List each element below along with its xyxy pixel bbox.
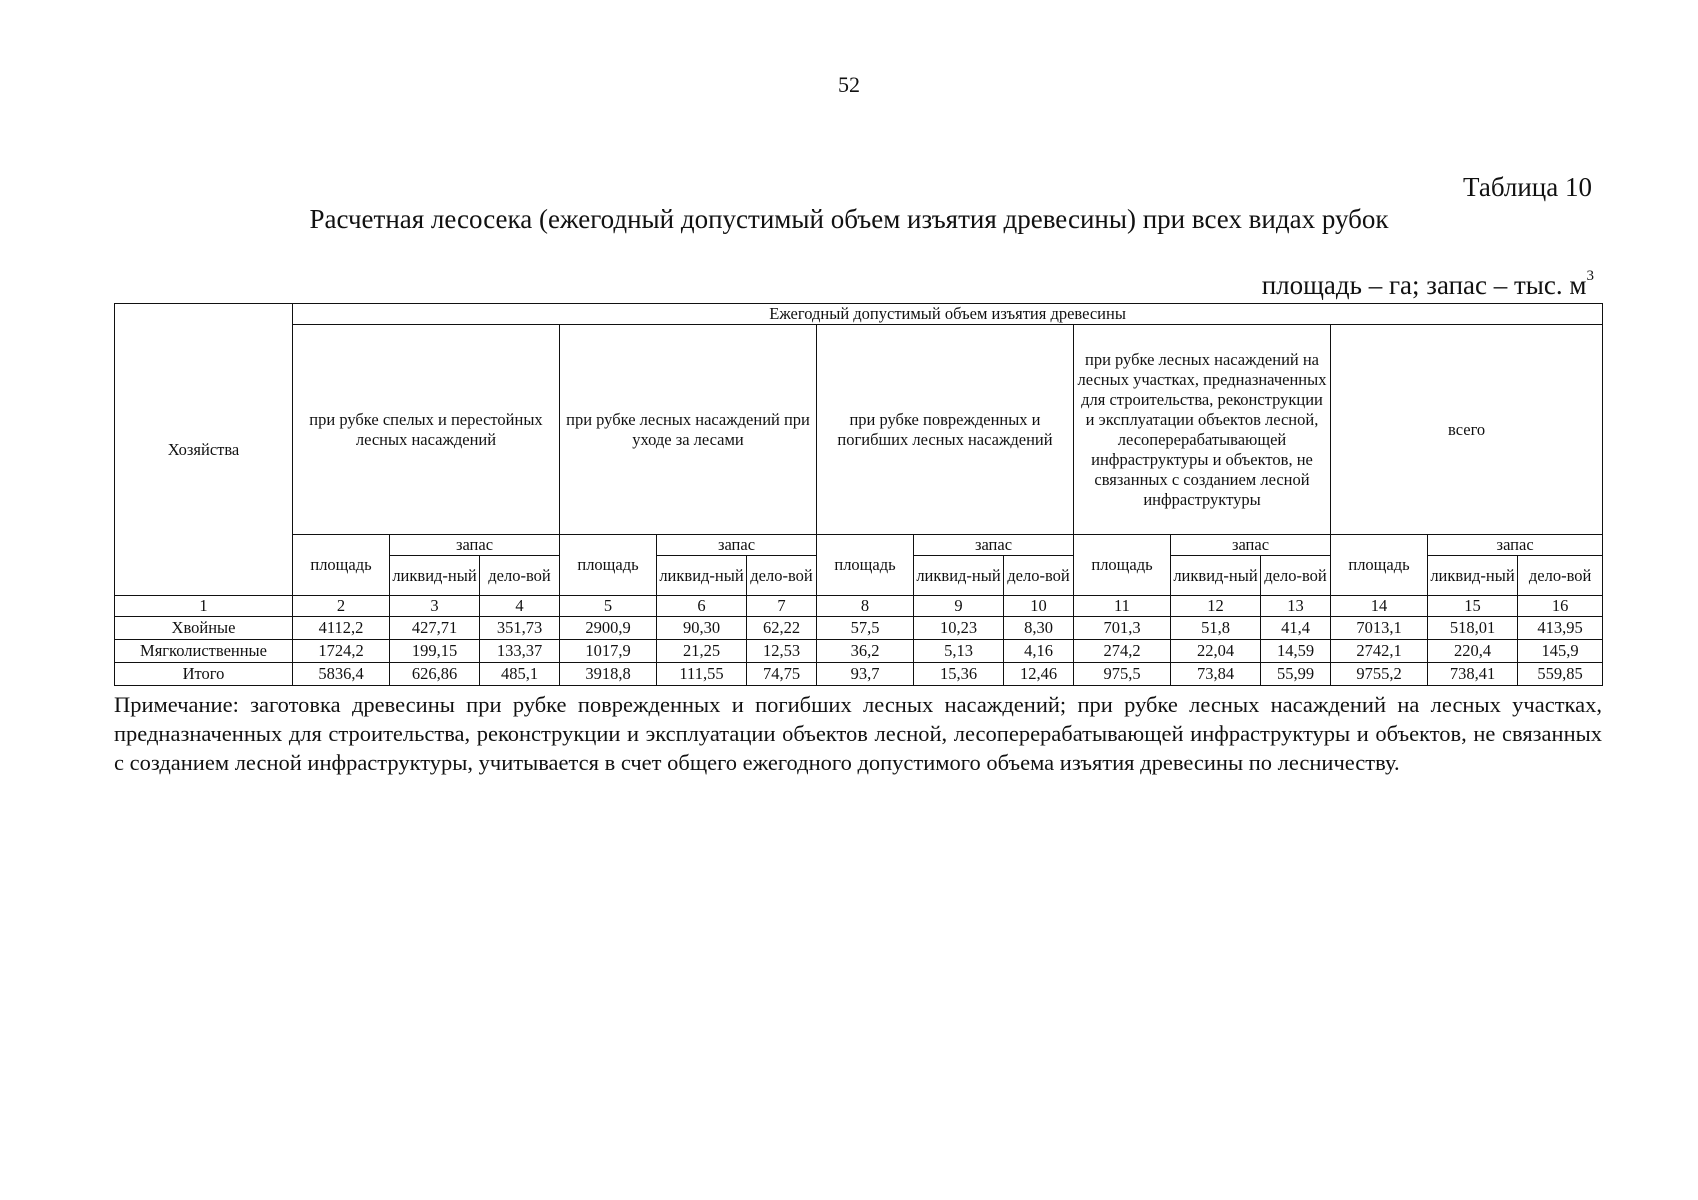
table-cell: 14,59 bbox=[1261, 640, 1331, 663]
table-cell: 4,16 bbox=[1004, 640, 1074, 663]
table-cell: 62,22 bbox=[747, 617, 817, 640]
subheader-area: площадь bbox=[1074, 535, 1171, 596]
table-cell: 145,9 bbox=[1518, 640, 1603, 663]
table-cell: 274,2 bbox=[1074, 640, 1171, 663]
column-number: 8 bbox=[817, 596, 914, 617]
table-cell: 626,86 bbox=[390, 663, 480, 686]
table-cell: 7013,1 bbox=[1331, 617, 1428, 640]
table-cell: 21,25 bbox=[657, 640, 747, 663]
allowable-cut-table bbox=[114, 303, 1603, 686]
table-cell: 133,37 bbox=[480, 640, 560, 663]
column-number: 13 bbox=[1261, 596, 1331, 617]
table-cell: 8,30 bbox=[1004, 617, 1074, 640]
subheader-business: дело-вой bbox=[1004, 556, 1074, 596]
group-damaged-felling: при рубке поврежденных и погибших лесных насаждений bbox=[817, 325, 1074, 535]
table-cell: 738,41 bbox=[1428, 663, 1518, 686]
subheader-liquid: ликвид-ный bbox=[914, 556, 1004, 596]
table-cell: 12,53 bbox=[747, 640, 817, 663]
subheader-liquid: ликвид-ный bbox=[390, 556, 480, 596]
table-cell: 351,73 bbox=[480, 617, 560, 640]
column-number: 2 bbox=[293, 596, 390, 617]
table-cell: 518,01 bbox=[1428, 617, 1518, 640]
subheader-business: дело-вой bbox=[480, 556, 560, 596]
table-cell: 2900,9 bbox=[560, 617, 657, 640]
column-number: 5 bbox=[560, 596, 657, 617]
column-number: 1 bbox=[115, 596, 293, 617]
table-cell: 199,15 bbox=[390, 640, 480, 663]
table-cell: 10,23 bbox=[914, 617, 1004, 640]
table-cell: 15,36 bbox=[914, 663, 1004, 686]
table-cell: 485,1 bbox=[480, 663, 560, 686]
units-superscript: 3 bbox=[1586, 268, 1594, 284]
table-cell: 93,7 bbox=[817, 663, 914, 686]
table-cell: 427,71 bbox=[390, 617, 480, 640]
subheader-business: дело-вой bbox=[1518, 556, 1603, 596]
table-cell: 1017,9 bbox=[560, 640, 657, 663]
subheader-liquid: ликвид-ный bbox=[1171, 556, 1261, 596]
table-cell: 12,46 bbox=[1004, 663, 1074, 686]
table-cell: 1724,2 bbox=[293, 640, 390, 663]
table-cell: 2742,1 bbox=[1331, 640, 1428, 663]
table-cell: 9755,2 bbox=[1331, 663, 1428, 686]
column-number: 10 bbox=[1004, 596, 1074, 617]
subheader-stock: запас bbox=[1428, 535, 1603, 556]
column-number: 9 bbox=[914, 596, 1004, 617]
subheader-area: площадь bbox=[293, 535, 390, 596]
column-number: 15 bbox=[1428, 596, 1518, 617]
column-number: 3 bbox=[390, 596, 480, 617]
table-label: Таблица 10 bbox=[1463, 172, 1592, 202]
subheader-business: дело-вой bbox=[1261, 556, 1331, 596]
subheader-liquid: ликвид-ный bbox=[657, 556, 747, 596]
group-construction-felling: при рубке лесных насаждений на лесных участках, предназначенных для строительства, реконструкции и эксплуатации объектов лесной, лесоперерабатывающей инфраструктуры и объектов, не связанных с созданием лесной инфраструктуры bbox=[1074, 325, 1331, 535]
table-cell: 701,3 bbox=[1074, 617, 1171, 640]
table-cell: 74,75 bbox=[747, 663, 817, 686]
subheader-stock: запас bbox=[390, 535, 560, 556]
table-cell: 36,2 bbox=[817, 640, 914, 663]
subheader-area: площадь bbox=[1331, 535, 1428, 596]
row-label: Мягколиственные bbox=[115, 640, 293, 663]
row-label: Хвойные bbox=[115, 617, 293, 640]
subheader-liquid: ликвид-ный bbox=[1428, 556, 1518, 596]
column-number: 4 bbox=[480, 596, 560, 617]
table-cell: 4112,2 bbox=[293, 617, 390, 640]
row-label: Итого bbox=[115, 663, 293, 686]
subheader-stock: запас bbox=[914, 535, 1074, 556]
table-cell: 41,4 bbox=[1261, 617, 1331, 640]
subheader-business: дело-вой bbox=[747, 556, 817, 596]
group-mature-felling: при рубке спелых и перестойных лесных насаждений bbox=[293, 325, 560, 535]
table-row-deciduous bbox=[115, 640, 1603, 663]
group-care-felling: при рубке лесных насаждений при уходе за лесами bbox=[560, 325, 817, 535]
table-cell: 57,5 bbox=[817, 617, 914, 640]
units-caption bbox=[1262, 270, 1594, 301]
units-text: площадь – га; запас – тыс. м bbox=[1261, 270, 1587, 300]
subheader-area: площадь bbox=[560, 535, 657, 596]
group-total: всего bbox=[1331, 325, 1603, 535]
table-cell: 220,4 bbox=[1428, 640, 1518, 663]
table-cell: 73,84 bbox=[1171, 663, 1261, 686]
table-cell: 22,04 bbox=[1171, 640, 1261, 663]
column-number: 6 bbox=[657, 596, 747, 617]
group-header: Ежегодный допустимый объем изъятия древесины bbox=[293, 304, 1603, 325]
table-cell: 90,30 bbox=[657, 617, 747, 640]
table-cell: 559,85 bbox=[1518, 663, 1603, 686]
table-row-total bbox=[115, 663, 1603, 686]
table-title: Расчетная лесосека (ежегодный допустимый объем изъятия древесины) при всех видах рубок bbox=[309, 204, 1389, 234]
table-cell: 51,8 bbox=[1171, 617, 1261, 640]
column-number: 12 bbox=[1171, 596, 1261, 617]
column-number: 16 bbox=[1518, 596, 1603, 617]
table-cell: 5,13 bbox=[914, 640, 1004, 663]
table-cell: 111,55 bbox=[657, 663, 747, 686]
table-cell: 975,5 bbox=[1074, 663, 1171, 686]
table-note: Примечание: заготовка древесины при рубке поврежденных и погибших лесных насаждений; при рубке лесных насаждений на лесных участках, предназначенных для строительства, реконструкции и эксплуатации объектов лесной, лесоперерабатывающей инфраструктуры и объектов, не связанных с созданием лесной инфраструктуры, учитывается в счет общего ежегодного допустимого объема изъятия древесины по лесничеству. bbox=[114, 692, 1602, 775]
row-header: Хозяйства bbox=[115, 304, 293, 596]
subheader-area: площадь bbox=[817, 535, 914, 596]
table-cell: 3918,8 bbox=[560, 663, 657, 686]
column-number: 14 bbox=[1331, 596, 1428, 617]
column-number-row bbox=[115, 596, 1603, 617]
table-cell: 5836,4 bbox=[293, 663, 390, 686]
column-number: 11 bbox=[1074, 596, 1171, 617]
subheader-stock: запас bbox=[657, 535, 817, 556]
table-cell: 413,95 bbox=[1518, 617, 1603, 640]
table-row-conifers bbox=[115, 617, 1603, 640]
table-cell: 55,99 bbox=[1261, 663, 1331, 686]
column-number: 7 bbox=[747, 596, 817, 617]
page-number: 52 bbox=[838, 72, 860, 97]
subheader-stock: запас bbox=[1171, 535, 1331, 556]
